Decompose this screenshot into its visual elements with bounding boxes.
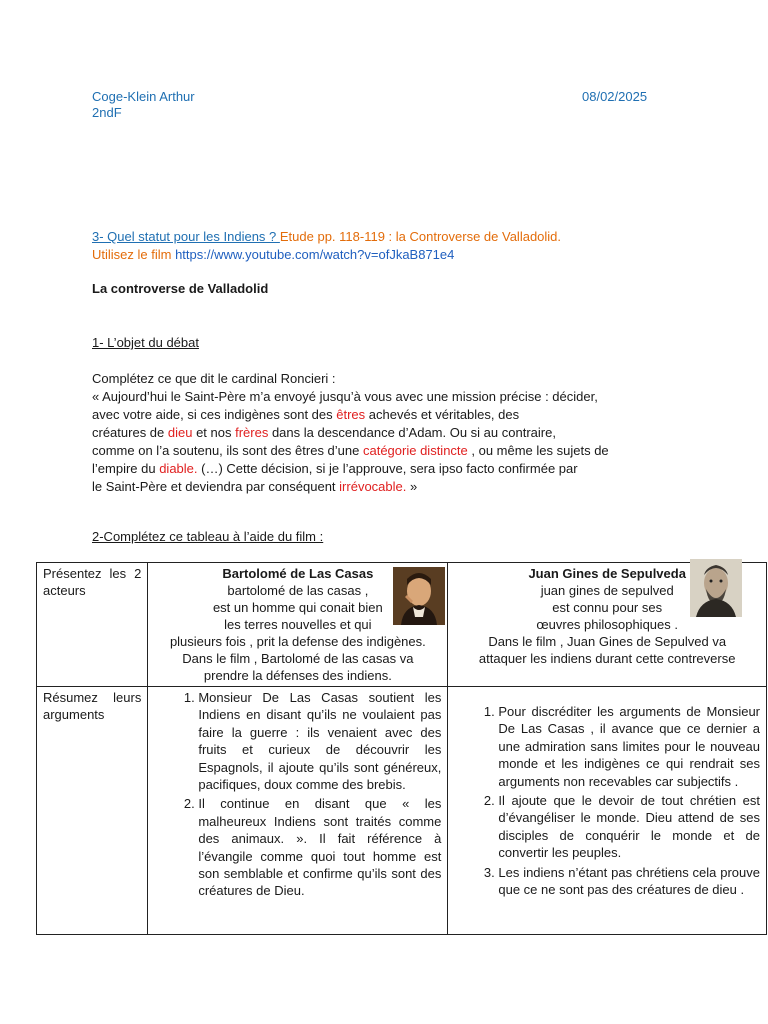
- assignment-question: 3- Quel statut pour les Indiens ?: [92, 229, 280, 244]
- assignment-study: Etude pp. 118-119 : la Controverse de Valladolid.: [279, 229, 562, 244]
- quote-intro: Complétez ce que dit le cardinal Roncieri :: [92, 371, 336, 386]
- argument-item: 3. Les indiens n’étant pas chrétiens cela prouve que ce ne sont pas des créatures de dieu .: [498, 864, 760, 899]
- quote-text: et nos: [192, 425, 236, 440]
- quote-line: [92, 460, 672, 478]
- description-line: Dans le film , Juan Gines de Sepulved va: [488, 634, 727, 649]
- answer-word: frères: [235, 425, 269, 440]
- assignment-block: [92, 228, 692, 264]
- row-label-arguments: Résumez leurs arguments: [37, 687, 148, 935]
- quote-text: (…) Cette décision, si je l’approuve, sera ipso facto confirmée par: [197, 461, 578, 476]
- quote-text: comme on l’a soutenu, ils sont des êtres d’une: [92, 443, 363, 458]
- answer-word: irrévocable.: [339, 479, 407, 494]
- quote-line: [92, 406, 672, 424]
- description-line: juan gines de sepulved: [540, 583, 674, 598]
- argument-item: 2. Il ajoute que le devoir de tout chrétien est d’évangéliser le monde. Dieu attend de ses disciples de conquérir le monde et de convertir les peuples.: [498, 792, 760, 862]
- answer-word: catégorie distincte: [362, 443, 468, 458]
- argument-item: 1. Monsieur De Las Casas soutient les Indiens en disant qu’ils ne voulaient pas faire la guerre : ils venaient avec des fruits et curieux de découvrir les Espagnols, il ajoute qu’ils sont généreux, pacifiques, doux comme des brebis.: [198, 689, 441, 793]
- quote-text: »: [406, 479, 418, 494]
- answer-word: dieu: [167, 425, 193, 440]
- quote-line: [92, 388, 672, 406]
- table-row: [37, 687, 767, 935]
- table-row: [37, 563, 767, 687]
- row-label-actors: Présentez les 2 acteurs: [37, 563, 148, 687]
- description-line: bartolomé de las casas ,: [227, 583, 369, 598]
- film-prefix: Utilisez le film: [92, 247, 176, 262]
- film-link[interactable]: https://www.youtube.com/watch?v=ofJkaB871e4: [175, 247, 455, 262]
- section1-heading: 1- L’objet du débat: [92, 335, 199, 350]
- sepulveda-portrait-icon: [690, 559, 742, 617]
- quote-text: dans la descendance d’Adam. Ou si au contraire,: [268, 425, 556, 440]
- answer-word: diable.: [159, 461, 198, 476]
- quote-text: achevés et véritables, des: [365, 407, 520, 422]
- student-name: Coge-Klein Arthur: [92, 89, 195, 104]
- description-line: prendre la défenses des indiens.: [203, 668, 392, 683]
- description-line: attaquer les indiens durant cette contreverse: [478, 651, 736, 666]
- description-line: Dans le film , Bartolomé de las casas va: [182, 651, 414, 666]
- sepulveda-name: Juan Gines de Sepulveda: [528, 566, 686, 581]
- class-name: 2ndF: [92, 105, 122, 120]
- description-line: œuvres philosophiques .: [536, 617, 678, 632]
- las-casas-name: Bartolomé de Las Casas: [222, 566, 374, 581]
- quote-text: , ou même les sujets de: [467, 443, 609, 458]
- quote-text: avec votre aide, si ces indigènes sont des: [92, 407, 337, 422]
- quote-line: [92, 424, 672, 442]
- las-casas-arguments: [154, 689, 441, 900]
- las-casas-arguments-cell: [148, 687, 448, 935]
- document-title: La controverse de Valladolid: [92, 281, 269, 296]
- quote-line: [92, 442, 672, 460]
- description-line: plusieurs fois , prit la defense des indigènes.: [169, 634, 426, 649]
- quote-text: l’empire du: [92, 461, 160, 476]
- argument-item: 1. Pour discréditer les arguments de Monsieur De Las Casas , il avance que ce dernier a une admiration sans limites pour le nouveau monde et les indigènes ce qui rendrait ses arguments non recevables car subjectifs .: [498, 703, 760, 790]
- quote-lines: [92, 388, 672, 496]
- description-line: les terres nouvelles et qui: [224, 617, 372, 632]
- cardinal-quote: [92, 370, 672, 496]
- sepulveda-arguments: [454, 703, 760, 898]
- description-line: est connu pour ses: [552, 600, 663, 615]
- argument-item: 2. Il continue en disant que « les malheureux Indiens sont traités comme des animaux. ». Il fait référence à l’évangile comme quoi tout homme est son semblable et confirme qu’ils sont des créatures de Dieu.: [198, 795, 441, 899]
- sepulveda-cell: [448, 563, 767, 687]
- actors-table: [36, 562, 767, 935]
- answer-word: êtres: [336, 407, 366, 422]
- quote-text: « Aujourd’hui le Saint-Père m’a envoyé jusqu’à vous avec une mission précise : décider,: [92, 389, 598, 404]
- quote-line: [92, 478, 672, 496]
- section2-heading: 2-Complétez ce tableau à l’aide du film :: [92, 529, 324, 544]
- description-line: est un homme qui conait bien: [212, 600, 383, 615]
- las-casas-portrait-icon: [393, 567, 445, 625]
- las-casas-cell: [148, 563, 448, 687]
- sepulveda-arguments-cell: [448, 687, 767, 935]
- document-date: 08/02/2025: [582, 89, 648, 104]
- quote-text: créatures de: [92, 425, 168, 440]
- quote-text: le Saint-Père et deviendra par conséquent: [92, 479, 340, 494]
